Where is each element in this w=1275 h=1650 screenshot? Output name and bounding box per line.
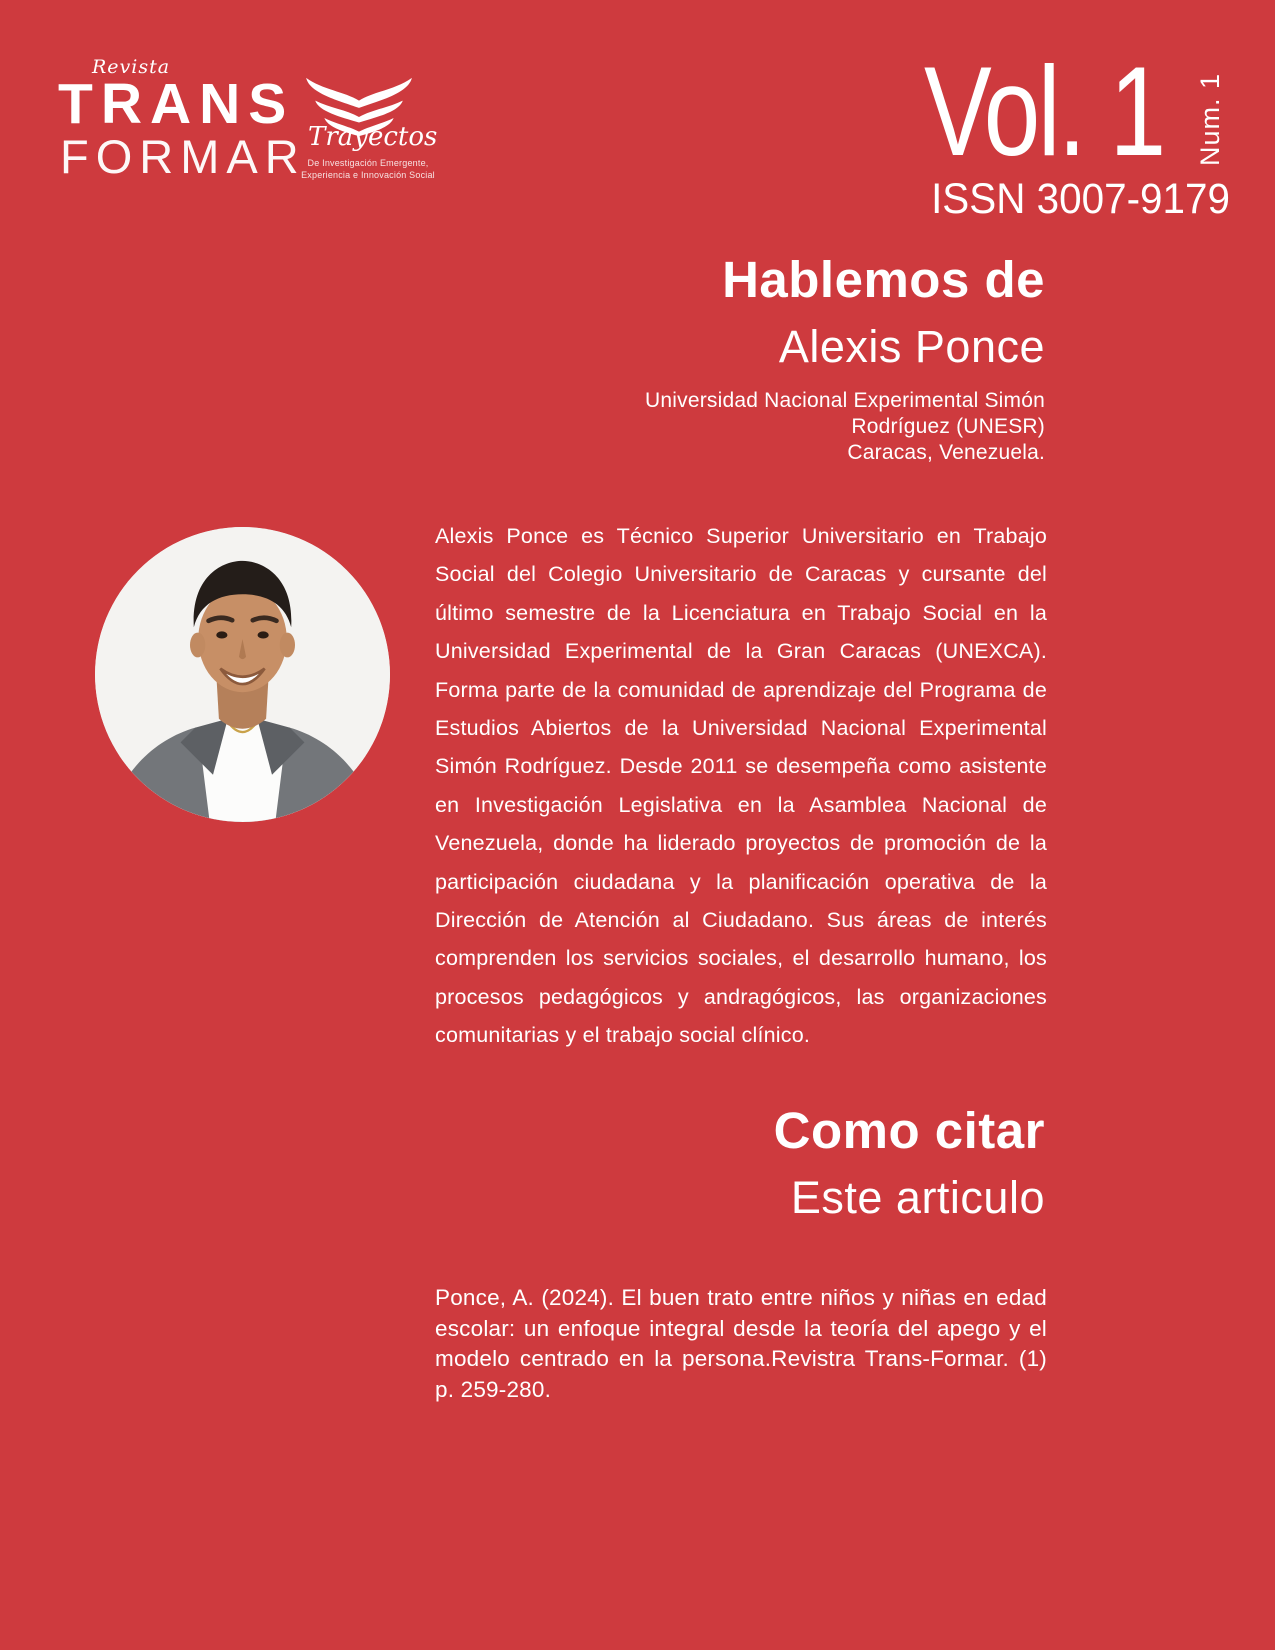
logo-tagline-line2: Experiencia e Innovación Social <box>301 170 435 181</box>
logo-revista-label: Revista <box>92 56 171 78</box>
author-affiliation <box>645 388 1045 466</box>
logo-formar-label: FORMAR <box>60 130 306 183</box>
hablemos-title: Hablemos de <box>722 251 1045 308</box>
como-citar-title: Como citar <box>773 1102 1045 1159</box>
logo-trans-label: TRANS <box>58 72 295 136</box>
logo-trayectos-label: Trayectos <box>308 122 438 152</box>
section-hablemos-de <box>645 252 1045 466</box>
author-name: Alexis Ponce <box>778 321 1045 373</box>
citation-paragraph: Ponce, A. (2024). El buen trato entre niños y niñas en edad escolar: un enfoque integral desde la teoría del apego y el modelo centrado en la persona.Revistra Trans-Formar. (1) p. 259-280. <box>435 1285 1047 1402</box>
como-citar-subtitle: Este articulo <box>790 1172 1045 1224</box>
volume-label: Vol. 1 <box>924 40 1164 182</box>
section-como-citar <box>774 1103 1045 1223</box>
logo-tagline <box>298 157 438 181</box>
number-label: Num. 1 <box>1195 72 1225 166</box>
affiliation-line-1: Universidad Nacional Experimental Simón <box>645 388 1045 412</box>
issn-label: ISSN 3007-9179 <box>931 175 1230 223</box>
affiliation-line-3: Caracas, Venezuela. <box>847 440 1045 464</box>
logo-tagline-line1: De Investigación Emergente, <box>307 158 429 168</box>
author-portrait-photo <box>95 527 390 822</box>
author-bio-paragraph: Alexis Ponce es Técnico Superior Universitario en Trabajo Social del Colegio Universitario de Caracas y cursante del último semestre de la Licenciatura en Trabajo Social en la Universidad Experimental de la Gran Caracas (UNEXCA). Forma parte de la comunidad de aprendizaje del Programa de Estudios Abiertos de la Universidad Nacional Experimental Simón Rodríguez. Desde 2011 se desempeña como asistente en Investigación Legislativa en la Asamblea Nacional de Venezuela, donde ha liderado proyectos de promoción de la participación ciudadana y la planificación operativa de la Dirección de Atención al Ciudadano. Sus áreas de interés comprenden los servicios sociales, el desarrollo humano, los procesos pedagógicos y andragógicos, las organizaciones comunitarias y el trabajo social clínico. <box>435 524 1047 1048</box>
affiliation-line-2: Rodríguez (UNESR) <box>851 414 1045 438</box>
journal-logo <box>58 56 438 186</box>
issue-info <box>810 40 1230 228</box>
